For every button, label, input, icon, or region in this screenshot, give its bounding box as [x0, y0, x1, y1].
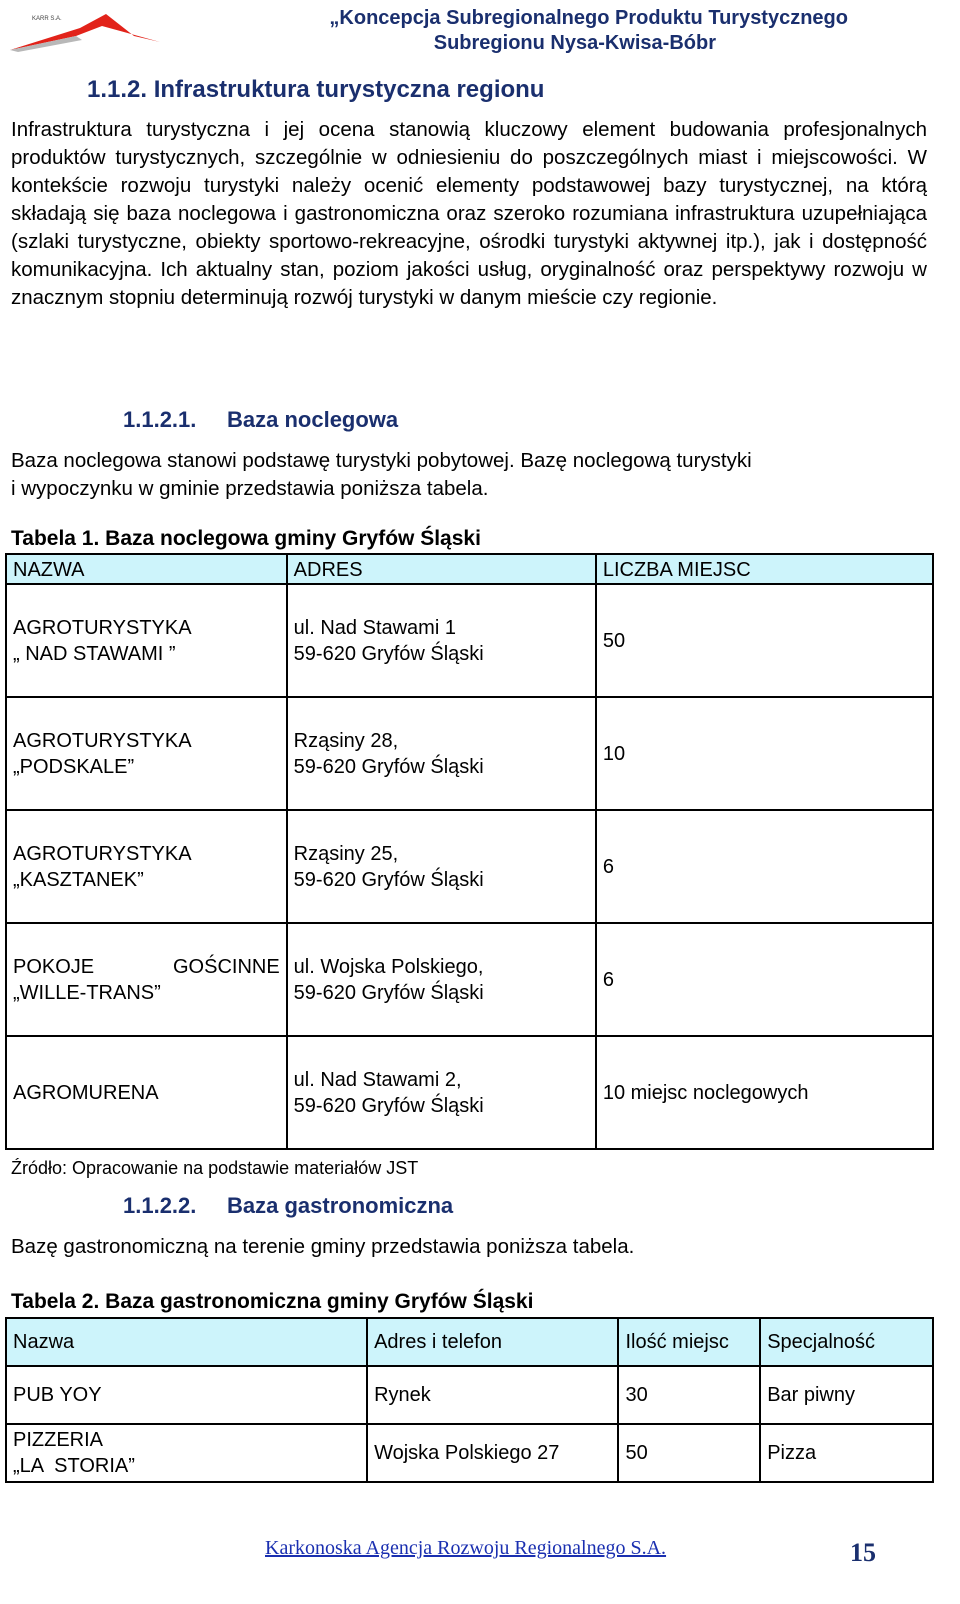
address-line: 59-620 Gryfów Śląski	[293, 981, 484, 1004]
address-line: ul. Nad Stawami 1	[293, 616, 456, 639]
count-cell: 6	[596, 810, 933, 923]
address-line: ul. Wojska Polskiego,	[293, 955, 484, 978]
table-row	[6, 1424, 933, 1482]
gastronomy-table	[5, 1317, 934, 1483]
table-header-cell: NAZWA	[6, 554, 287, 584]
table2-caption: Tabela 2. Baza gastronomiczna gminy Gryfów Śląski	[11, 1290, 534, 1313]
section-heading: 1.1.2. Infrastruktura turystyczna regionu	[87, 76, 545, 103]
table-header-cell: ADRES	[287, 554, 596, 584]
footer-organization-link[interactable]: Karkonoska Agencja Rozwoju Regionalnego S.A.	[265, 1537, 667, 1559]
name-line: „WILLE-TRANS”	[13, 981, 161, 1004]
table-header-cell: LICZBA MIEJSC	[596, 554, 933, 584]
count-cell: 6	[596, 923, 933, 1036]
name-line: „ NAD STAWAMI ”	[13, 642, 176, 665]
name-line: AGROTURYSTYKA	[13, 616, 192, 639]
seats-cell: 50	[618, 1424, 760, 1482]
name-line: PIZZERIA	[13, 1429, 104, 1451]
table-row	[6, 584, 933, 697]
name-line	[13, 954, 280, 980]
subsection-title: Baza gastronomiczna	[227, 1193, 454, 1218]
name-cell	[6, 923, 287, 1036]
name-word: GOŚCINNE	[172, 955, 280, 978]
table-row	[6, 923, 933, 1036]
subsection-title: Baza noclegowa	[227, 407, 399, 432]
table-header-cell: Ilość miejsc	[618, 1318, 760, 1366]
subsection-number: 1.1.2.2.	[123, 1193, 197, 1218]
specialty-cell: Pizza	[760, 1424, 933, 1482]
table-header-cell: Adres i telefon	[367, 1318, 618, 1366]
name-line: AGROTURYSTYKA	[13, 729, 192, 752]
name-cell	[6, 584, 287, 697]
address-line: Rząsiny 28,	[293, 729, 399, 752]
accommodation-table	[5, 553, 934, 1150]
accommodation-text-line2: i wypoczynku w gminie przedstawia poniższa tabela.	[11, 477, 489, 500]
name-cell	[6, 810, 287, 923]
count-cell: 10 miejsc noclegowych	[596, 1036, 933, 1149]
address-line: 59-620 Gryfów Śląski	[293, 868, 484, 891]
name-word: POKOJE	[13, 955, 95, 978]
table1-caption: Tabela 1. Baza noclegowa gminy Gryfów Śląski	[11, 527, 481, 550]
name-cell	[6, 1424, 367, 1482]
name-cell: AGROMURENA	[6, 1036, 287, 1149]
address-cell: Wojska Polskiego 27	[367, 1424, 618, 1482]
subsection-number: 1.1.2.1.	[123, 407, 197, 432]
address-cell	[287, 697, 596, 810]
accommodation-text	[11, 447, 927, 503]
name-line: „LA STORIA”	[13, 1455, 135, 1477]
gastronomy-text: Bazę gastronomiczną na terenie gminy przedstawia poniższa tabela.	[11, 1235, 635, 1258]
address-cell	[287, 810, 596, 923]
count-cell: 10	[596, 697, 933, 810]
accommodation-text-line1: Baza noclegowa stanowi podstawę turystyki pobytowej. Bazę noclegową turystyki	[11, 449, 752, 472]
table-header-cell: Nazwa	[6, 1318, 367, 1366]
address-cell	[287, 923, 596, 1036]
logo-text: KARR S.A.	[32, 16, 62, 22]
address-line: 59-620 Gryfów Śląski	[293, 642, 484, 665]
table1-source: Źródło: Opracowanie na podstawie materiałów JST	[11, 1158, 419, 1178]
table-row	[6, 1366, 933, 1424]
table-header-row	[6, 1318, 933, 1366]
specialty-cell: Bar piwny	[760, 1366, 933, 1424]
count-cell: 50	[596, 584, 933, 697]
address-cell	[287, 584, 596, 697]
table-row	[6, 810, 933, 923]
address-cell: Rynek	[367, 1366, 618, 1424]
table-row	[6, 1036, 933, 1149]
table-header-cell: Specjalność	[760, 1318, 933, 1366]
address-line: Rząsiny 25,	[293, 842, 399, 865]
address-line: ul. Nad Stawami 2,	[293, 1068, 462, 1091]
name-line: AGROTURYSTYKA	[13, 842, 192, 865]
address-cell	[287, 1036, 596, 1149]
seats-cell: 30	[618, 1366, 760, 1424]
page-number: 15	[850, 1538, 876, 1567]
header-title-line1: „Koncepcja Subregionalnego Produktu Turystycznego	[329, 7, 848, 29]
name-cell: PUB YOY	[6, 1366, 367, 1424]
address-line: 59-620 Gryfów Śląski	[293, 755, 484, 778]
subsection-heading-gastronomy	[123, 1193, 453, 1219]
name-cell	[6, 697, 287, 810]
table-header-row	[6, 554, 933, 584]
name-line: „PODSKALE”	[13, 755, 135, 778]
subsection-heading-accommodation	[123, 407, 398, 433]
intro-paragraph: Infrastruktura turystyczna i jej ocena stanowią kluczowy element budowania profesjonalnych produktów turystycznych, szczególnie w odniesieniu do poszczególnych miast i miejscowości. W kontekście rozwoju turystyki należy ocenić elementy podstawowej bazy turystycznej, na którą składają się baza noclegowa i gastronomiczna oraz szeroko rozumiana infrastruktura uzupełniająca (szlaki turystyczne, obiekty sportowo-rekreacyjne, ośrodki turystyki aktywnej itp.), jak i dostępność komunikacyjna. Ich aktualny stan, poziom jakości usług, oryginalność oraz perspektywy rozwoju w znacznym stopniu determinują rozwój turystyki w danym mieście czy regionie.	[11, 118, 927, 309]
table-row	[6, 697, 933, 810]
address-line: 59-620 Gryfów Śląski	[293, 1094, 484, 1117]
header-title-line2: Subregionu Nysa-Kwisa-Bóbr	[433, 32, 716, 54]
document-header	[88, 6, 848, 56]
name-line: „KASZTANEK”	[13, 868, 144, 891]
